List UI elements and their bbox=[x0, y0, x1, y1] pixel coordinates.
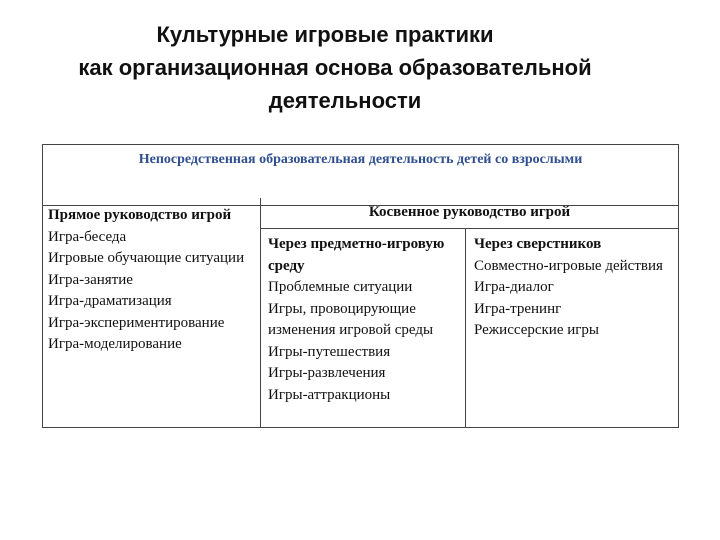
list-item: Игры-развлечения bbox=[268, 365, 386, 381]
list-item: Игра-экспериментирование bbox=[48, 314, 225, 331]
indirect-guidance-header: Косвенное руководство игрой bbox=[261, 198, 678, 229]
direct-guidance-cell bbox=[43, 198, 261, 427]
list-item: Игра-беседа bbox=[48, 228, 127, 245]
list-item: Проблемные ситуации bbox=[268, 279, 413, 295]
environment-header: Через предметно-игровую среду bbox=[268, 236, 445, 274]
list-item: Режиссерские игры bbox=[474, 322, 599, 338]
direct-guidance-header: Прямое руководство игрой bbox=[48, 207, 232, 223]
direct-guidance-list bbox=[48, 227, 256, 356]
list-item: Игровые обучающие ситуации bbox=[48, 250, 245, 266]
list-item: Игра-драматизация bbox=[48, 293, 172, 309]
list-item: Игра-диалог bbox=[474, 279, 554, 295]
title-line-2: как организационная основа образовательной bbox=[78, 55, 592, 80]
environment-cell bbox=[261, 229, 466, 427]
table-top-header: Непосредственная образовательная деятельность детей со взрослыми bbox=[43, 145, 678, 206]
list-item: Игры-аттракционы bbox=[268, 386, 391, 403]
list-item: Игры, провоцирующие изменения игровой среды bbox=[268, 300, 434, 338]
list-item: Игра-моделирование bbox=[48, 336, 182, 352]
title-line-1: Культурные игровые практики bbox=[156, 22, 494, 47]
practices-table bbox=[42, 144, 679, 428]
list-item: Игры-путешествия bbox=[268, 343, 391, 360]
peers-cell bbox=[466, 229, 678, 427]
environment-list bbox=[268, 277, 461, 406]
list-item: Игра-занятие bbox=[48, 271, 133, 288]
slide-title bbox=[0, 18, 720, 117]
peers-header: Через сверстников bbox=[474, 236, 602, 252]
title-line-3: деятельности bbox=[268, 88, 422, 113]
list-item: Игра-тренинг bbox=[474, 300, 562, 317]
list-item: Совместно-игровые действия bbox=[474, 257, 663, 274]
peers-list bbox=[474, 256, 674, 342]
